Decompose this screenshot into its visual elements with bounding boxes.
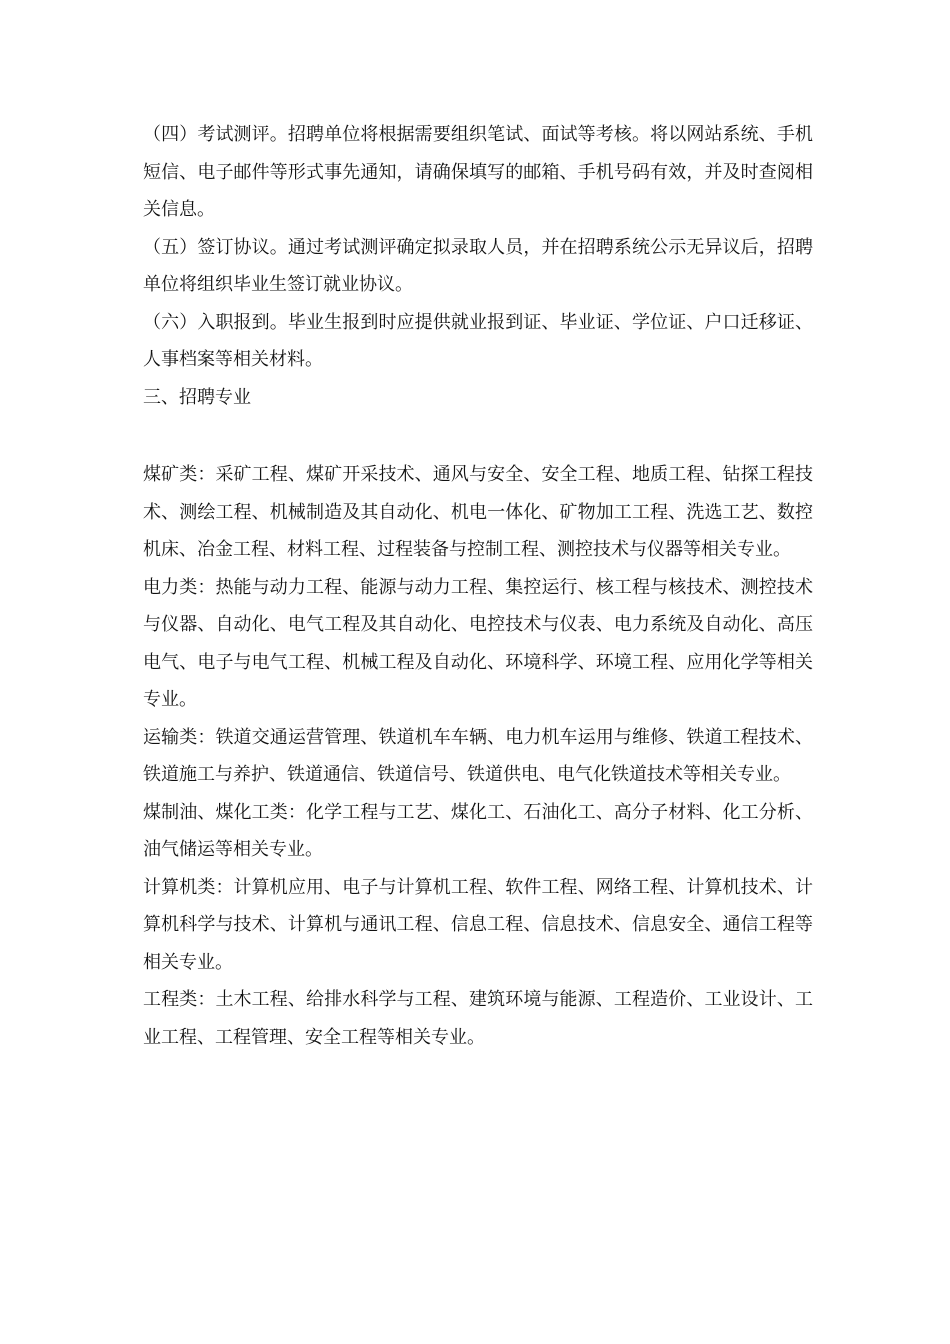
majors-computer: 计算机类：计算机应用、电子与计算机工程、软件工程、网络工程、计算机技术、计算机科学与技术、计算机与通讯工程、信息工程、信息技术、信息安全、通信工程等相关专业。 [143,876,813,973]
section-heading-majors: 三、招聘专业 [143,386,251,408]
document-body [143,116,813,1056]
majors-transport: 运输类：铁道交通运营管理、铁道机车车辆、电力机车运用与维修、铁道工程技术、铁道施工与养护、铁道通信、铁道信号、铁道供电、电气化铁道技术等相关专业。 [143,726,813,785]
majors-coal-mining: 煤矿类：采矿工程、煤矿开采技术、通风与安全、安全工程、地质工程、钻探工程技术、测绘工程、机械制造及其自动化、机电一体化、矿物加工工程、洗选工艺、数控机床、冶金工程、材料工程、过程装备与控制工程、测控技术与仪器等相关专业。 [143,464,813,560]
process-step-5: （五）签订协议。通过考试测评确定拟录取人员，并在招聘系统公示无异议后，招聘单位将组织毕业生签订就业协议。 [143,236,813,295]
majors-electric-power: 电力类：热能与动力工程、能源与动力工程、集控运行、核工程与核技术、测控技术与仪器、自动化、电气工程及其自动化、电控技术与仪表、电力系统及自动化、高压电气、电子与电气工程、机械工程及自动化、环境科学、环境工程、应用化学等相关专业。 [143,576,813,710]
blank-line [143,416,813,456]
process-step-4: （四）考试测评。招聘单位将根据需要组织笔试、面试等考核。将以网站系统、手机短信、电子邮件等形式事先通知，请确保填写的邮箱、手机号码有效，并及时查阅相关信息。 [143,124,813,220]
majors-coal-chemical: 煤制油、煤化工类：化学工程与工艺、煤化工、石油化工、高分子材料、化工分析、油气储运等相关专业。 [143,801,813,860]
majors-engineering: 工程类：土木工程、给排水科学与工程、建筑环境与能源、工程造价、工业设计、工业工程、工程管理、安全工程等相关专业。 [143,989,813,1048]
process-step-6: （六）入职报到。毕业生报到时应提供就业报到证、毕业证、学位证、户口迁移证、人事档案等相关材料。 [143,311,813,370]
